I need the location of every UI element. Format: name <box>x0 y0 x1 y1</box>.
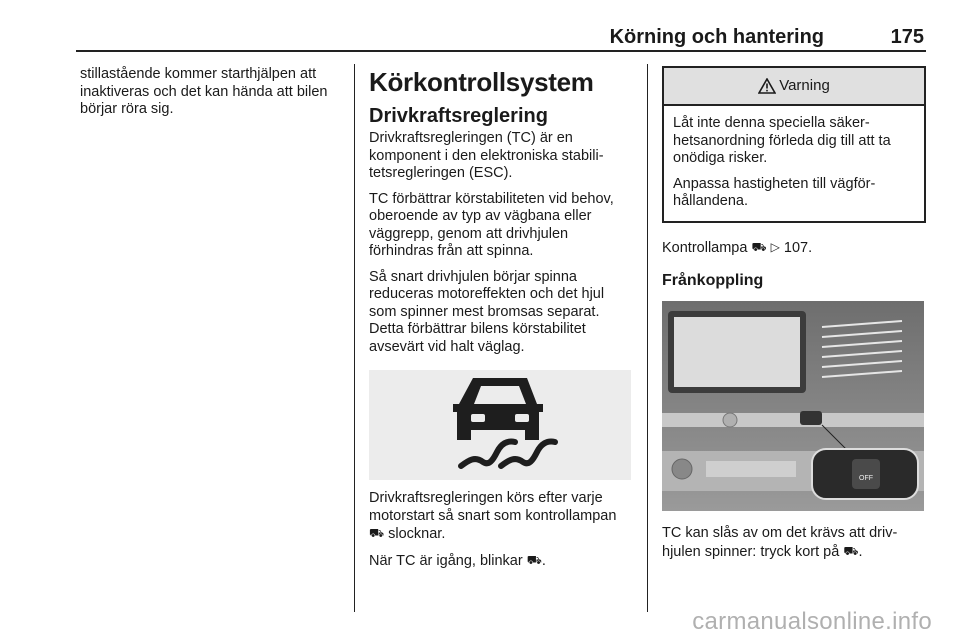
skidding-car-icon: ⛟ <box>369 526 385 540</box>
paragraph: Drivkraftsregleringen körs efter varje motorstart så snart som kontrollampan ⛟ slocknar. <box>369 490 617 542</box>
warning-triangle-icon <box>758 78 776 94</box>
paragraph: Drivkraftsregleringen (TC) är en komponent i den elektroniska stabilitetsregleringen (ESC). <box>369 130 604 181</box>
section-heading: Körkontrollsystem <box>369 67 594 97</box>
paragraph: Anpassa hastigheten till vägförhållandena. <box>673 175 876 209</box>
dashboard-photo <box>662 301 924 511</box>
subsection-heading: Frånkoppling <box>662 272 764 289</box>
warning-box <box>662 66 926 223</box>
skidding-car-icon: ⛟ <box>526 552 542 567</box>
column-divider-right <box>647 64 648 612</box>
column-3 <box>662 66 926 569</box>
column-1 <box>80 66 348 127</box>
skidding-car-icon: ⛟ <box>751 239 767 254</box>
header-title: Körning och hantering <box>609 26 824 48</box>
warning-title: Varning <box>779 77 830 95</box>
paragraph: stillastående kommer starthjälpen att inaktiveras och det kan hända att bilen börjar röra sig. <box>80 66 328 117</box>
watermark: carmanualsonline.info <box>692 608 932 635</box>
off-label: OFF <box>859 475 873 482</box>
paragraph: När TC är igång, blinkar ⛟. <box>369 552 546 569</box>
header-rule <box>76 50 926 52</box>
page-number: 175 <box>890 26 924 48</box>
column-2 <box>369 66 635 578</box>
paragraph: Låt inte denna speciella säkerhetsanordning förleda dig till att ta onödiga risker. <box>673 115 891 166</box>
tc-symbol-illustration <box>369 370 631 480</box>
paragraph: TC kan slås av om det krävs att drivhjulen spinner: tryck kort på ⛟. <box>662 525 898 560</box>
warning-header <box>664 68 924 106</box>
paragraph: TC förbättrar körstabiliteten vid behov, oberoende av typ av vägbana eller väggrepp, genom att drivhjulen förhindras från att spinna. <box>369 190 614 259</box>
warning-body <box>664 106 924 221</box>
subsection-heading: Drivkraftsreglering <box>369 105 548 127</box>
paragraph: Så snart drivhjulen börjar spinna reduceras motoreffekten och det hjul som spinner mest bromsas separat. Detta förbättrar bilens körstabilitet avsevärt vid halt väglag. <box>369 268 605 355</box>
column-divider-left <box>354 64 355 612</box>
triangle-reference-icon[interactable]: ▷ <box>770 239 780 254</box>
dashboard-illustration <box>662 301 924 511</box>
skidding-car-icon: ⛟ <box>843 543 859 558</box>
cross-reference: Kontrollampa ⛟ ▷ 107. <box>662 239 813 256</box>
skidding-car-icon <box>369 370 631 480</box>
